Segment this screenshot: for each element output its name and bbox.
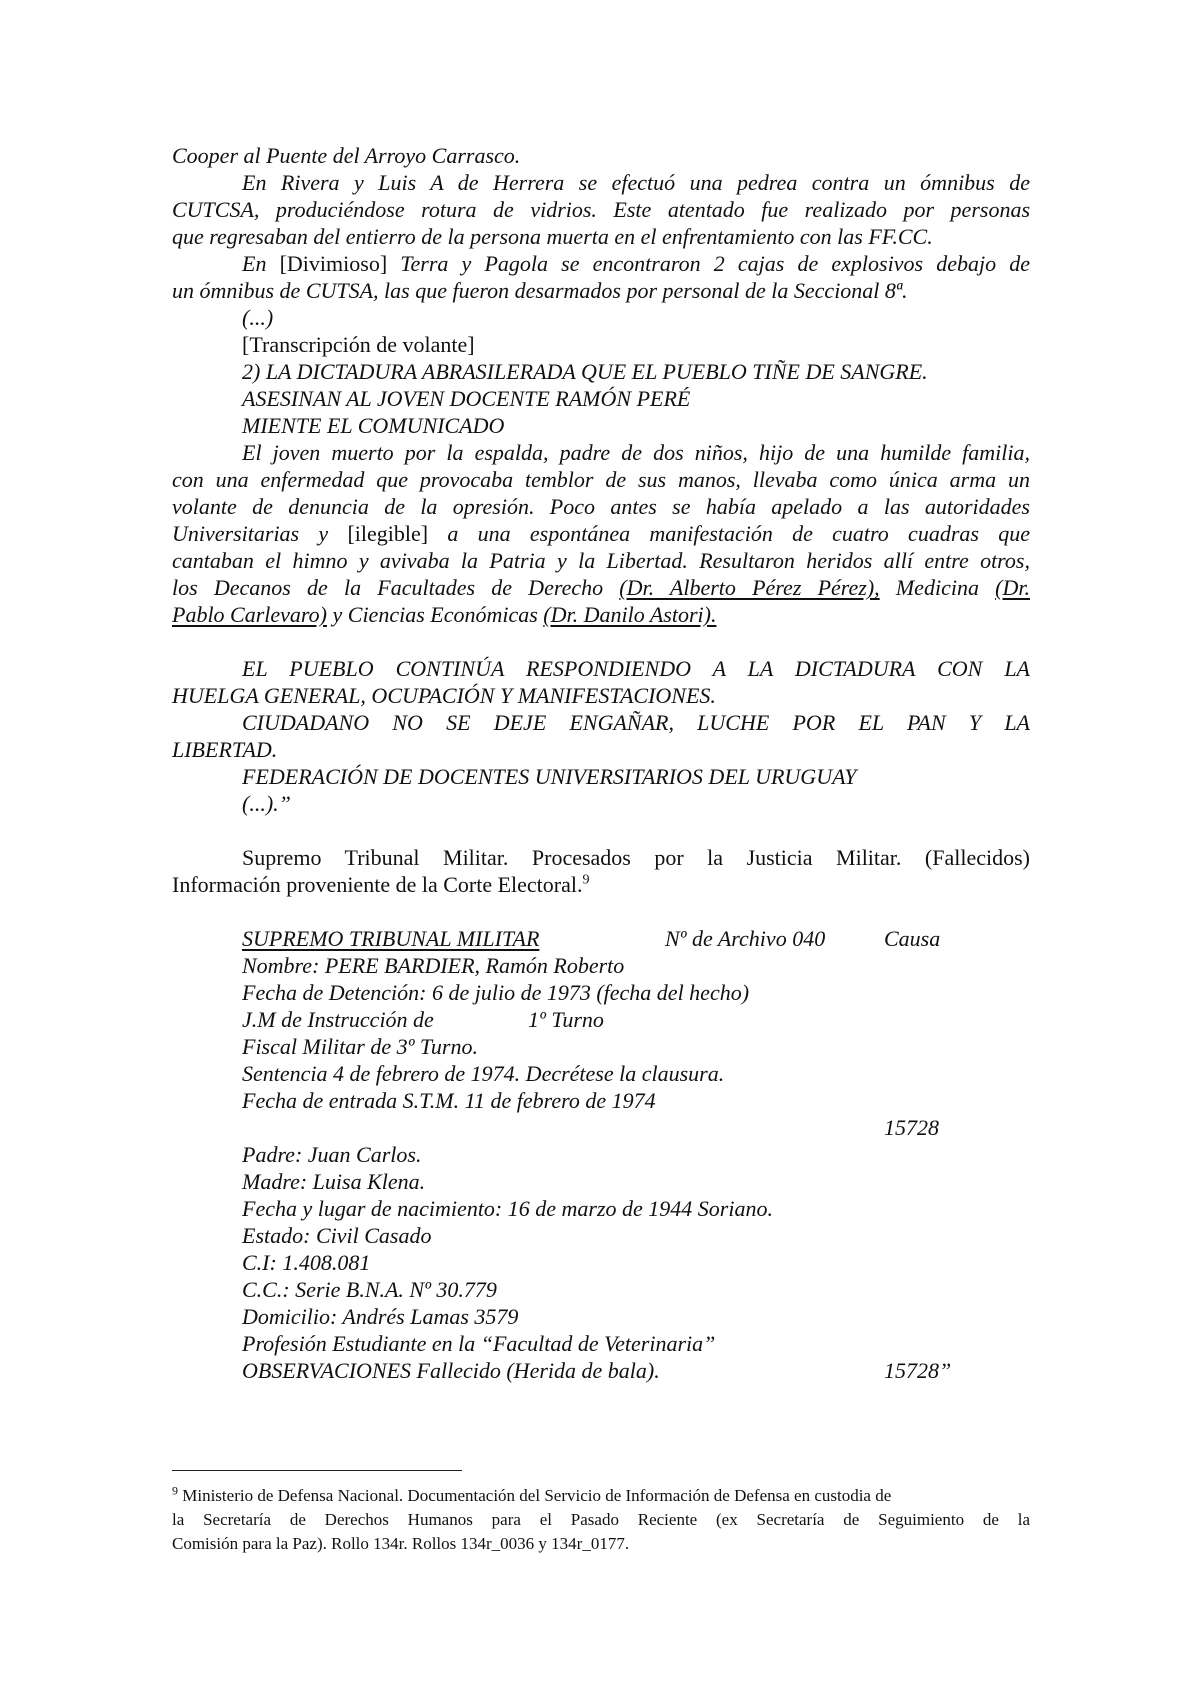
leaflet-slogan: EL PUEBLO CONTINÚA RESPONDIENDO A LA DICTADURA CON LA: [242, 656, 1030, 681]
leaflet-heading: MIENTE EL COMUNICADO: [242, 413, 505, 438]
record-field-value: 1º Turno: [528, 1007, 604, 1032]
record-field: Nombre: PERE BARDIER, Ramón Roberto: [242, 953, 625, 978]
underlined-name: (Dr.: [995, 575, 1030, 600]
ellipsis-line: (...): [242, 305, 274, 330]
editorial-note: [ilegible]: [347, 521, 429, 546]
record-field: Domicilio: Andrés Lamas 3579: [242, 1304, 519, 1329]
record-number-value: 15728”: [884, 1358, 952, 1383]
text-line: con una enfermedad que provocaba temblor de sus manos, llevaba como única arma un: [172, 467, 1030, 492]
footnote-line: [172, 1484, 1030, 1508]
text-fragment: a una espontánea manifestación de cuatro cuadras que: [428, 521, 1030, 546]
footnote-separator: [172, 1470, 462, 1471]
text-line: un ómnibus de CUTSA, las que fueron desarmados por personal de la Seccional 8ª.: [172, 278, 908, 303]
footnote-text: Ministerio de Defensa Nacional. Documentación del Servicio de Información de Defensa en custodia de: [178, 1486, 892, 1505]
text-line: Supremo Tribunal Militar. Procesados por la Justicia Militar. (Fallecidos): [242, 845, 1030, 870]
leaflet-heading: 2) LA DICTADURA ABRASILERADA QUE EL PUEBLO TIÑE DE SANGRE.: [242, 359, 928, 384]
record-number-value: 15728: [884, 1115, 939, 1140]
footnote-marker: 9: [172, 1483, 178, 1498]
text-line: En Rivera y Luis A de Herrera se efectuó una pedrea contra un ómnibus de: [242, 170, 1030, 195]
record-field: Madre: Luisa Klena.: [242, 1169, 426, 1194]
text-line: volante de denuncia de la opresión. Poco antes se había apelado a las autoridades: [172, 494, 1030, 519]
underlined-name: (Dr. Alberto Pérez Pérez),: [619, 575, 880, 600]
footnote-line: la Secretaría de Derechos Humanos para el Pasado Reciente (ex Secretaría de Seguimiento de la: [172, 1510, 1030, 1529]
leaflet-slogan: CIUDADANO NO SE DEJE ENGAÑAR, LUCHE POR EL PAN Y LA: [242, 710, 1030, 735]
archive-number: Nº de Archivo 040: [665, 926, 826, 951]
text-fragment: los Decanos de la Facultades de Derecho: [172, 575, 620, 600]
text-line: [242, 250, 1030, 277]
leaflet-heading: ASESINAN AL JOVEN DOCENTE RAMÓN PERÉ: [242, 386, 691, 411]
text-line: El joven muerto por la espalda, padre de dos niños, hijo de una humilde familia,: [242, 440, 1030, 465]
leaflet-slogan: LIBERTAD.: [172, 737, 278, 762]
text-line: [172, 520, 1030, 547]
text-line: [172, 601, 1030, 628]
text-line: [172, 871, 1030, 898]
text-line: cantaban el himno y avivaba la Patria y la Libertad. Resultaron heridos allí entre otros,: [172, 548, 1030, 573]
text-fragment: Universitarias y: [172, 521, 348, 546]
leaflet-signature: FEDERACIÓN DE DOCENTES UNIVERSITARIOS DEL URUGUAY: [242, 764, 857, 789]
record-field: Fecha y lugar de nacimiento: 16 de marzo de 1944 Soriano.: [242, 1196, 773, 1221]
record-field: Estado: Civil Casado: [242, 1223, 432, 1248]
record-field-label: J.M de Instrucción de: [242, 1007, 434, 1032]
record-field: Profesión Estudiante en la “Facultad de Veterinaria”: [242, 1331, 716, 1356]
record-field: Fiscal Militar de 3º Turno.: [242, 1034, 478, 1059]
text-fragment: Información proveniente de la Corte Electoral.: [172, 872, 583, 897]
editorial-note: [Transcripción de volante]: [242, 332, 475, 357]
text-line: CUTCSA, produciéndose rotura de vidrios. Este atentado fue realizado por personas: [172, 197, 1030, 222]
record-field: Fecha de Detención: 6 de julio de 1973 (fecha del hecho): [242, 980, 750, 1005]
text-fragment: Medicina: [879, 575, 996, 600]
causa-label: Causa: [884, 926, 941, 951]
underlined-name: Pablo Carlevaro): [172, 602, 327, 627]
record-field: C.C.: Serie B.N.A. Nº 30.779: [242, 1277, 497, 1302]
ellipsis-line: (...).”: [242, 791, 291, 816]
leaflet-slogan: HUELGA GENERAL, OCUPACIÓN Y MANIFESTACIONES.: [172, 683, 716, 708]
footnote-reference: 9: [582, 872, 590, 888]
record-field-label: OBSERVACIONES Fallecido (Herida de bala).: [242, 1358, 660, 1383]
footnote-line: Comisión para la Paz). Rollo 134r. Rollos 134r_0036 y 134r_0177.: [172, 1534, 630, 1553]
text-fragment: En: [242, 251, 280, 276]
text-line: que regresaban del entierro de la persona muerta en el enfrentamiento con las FF.CC.: [172, 224, 933, 249]
record-title: SUPREMO TRIBUNAL MILITAR: [242, 926, 540, 951]
text-fragment: Terra y Pagola se encontraron 2 cajas de explosivos debajo de: [387, 251, 1030, 276]
record-field: Fecha de entrada S.T.M. 11 de febrero de 1974: [242, 1088, 656, 1113]
text-line: Cooper al Puente del Arroyo Carrasco.: [172, 143, 521, 168]
underlined-name: (Dr. Danilo Astori).: [543, 602, 717, 627]
record-field: C.I: 1.408.081: [242, 1250, 371, 1275]
editorial-note: [Divimioso]: [279, 251, 388, 276]
text-line: [172, 574, 1030, 601]
text-fragment: y Ciencias Económicas: [327, 602, 544, 627]
record-field: Padre: Juan Carlos.: [242, 1142, 422, 1167]
record-field: Sentencia 4 de febrero de 1974. Decrétese la clausura.: [242, 1061, 725, 1086]
